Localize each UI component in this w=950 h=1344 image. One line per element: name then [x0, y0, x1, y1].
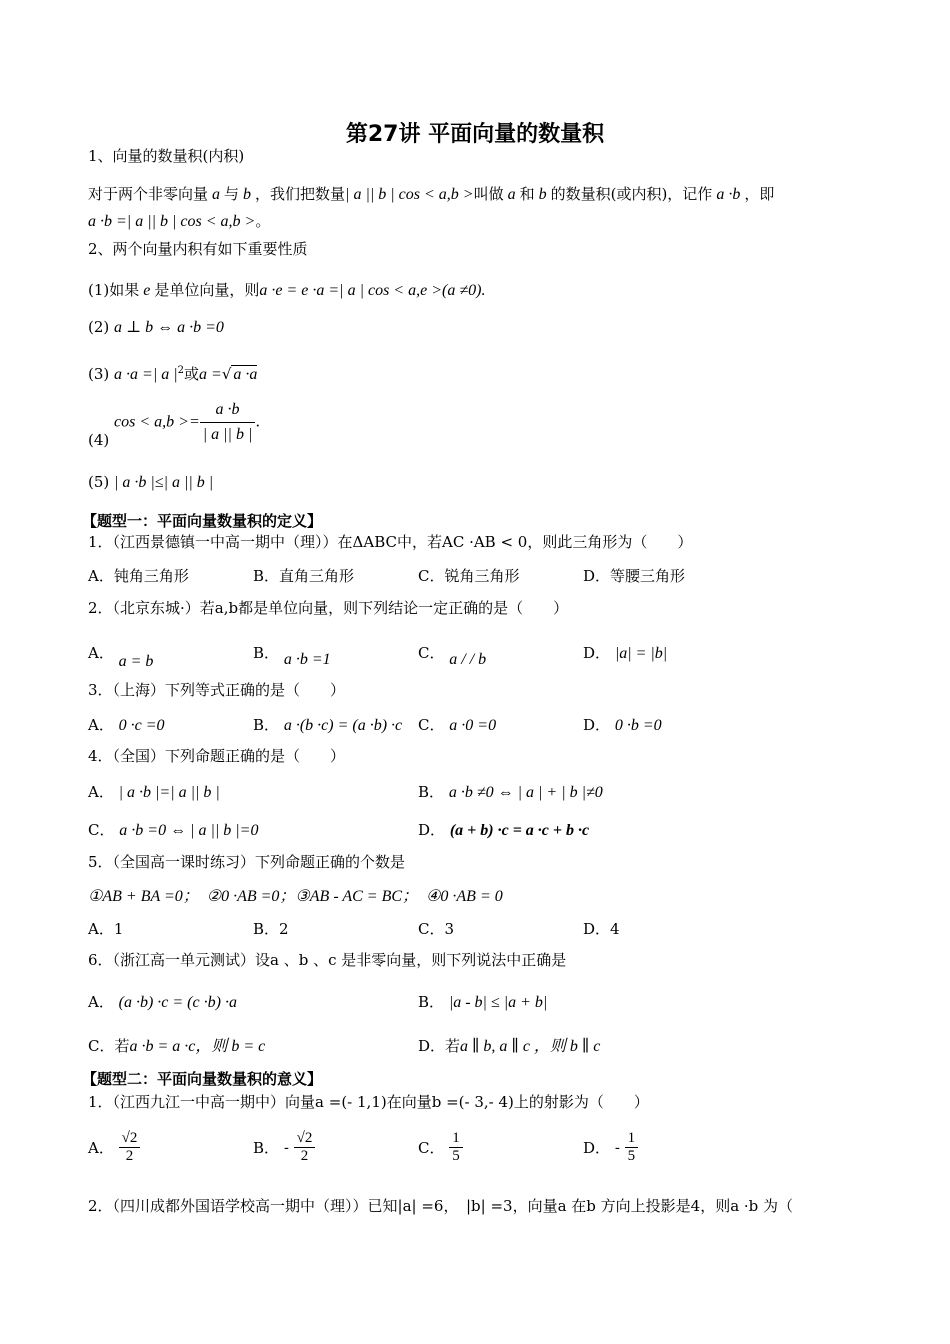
t1-q5-option-b: B．2 — [253, 920, 289, 938]
t1-question-3: 3．（上海）下列等式正确的是（ ） — [88, 681, 346, 699]
t1-question-5: 5．（全国高一课时练习）下列命题正确的个数是 — [88, 853, 406, 871]
definition-line-1: 对于两个非零向量 a 与 b ，我们把数量| a || b | cos < a,b >叫做 a 和 b 的数量积(或内积)，记作 a ·b ，即 — [88, 185, 775, 203]
t1-q4-option-c: C． a ·b =0 ⇔ | a || b |=0 — [88, 821, 259, 839]
t2-q1-option-a: A． $\frac{√2}{2}$ — [88, 1130, 140, 1165]
t1-question-2: 2．（北京东城·）若a,b都是单位向量，则下列结论一定正确的是（ ） — [88, 599, 569, 617]
theory-heading-1: 1、向量的数量积(内积) — [88, 147, 245, 165]
t1-question-6: 6．（浙江高一单元测试）设a 、b 、c 是非零向量，则下列说法中正确是 — [88, 951, 567, 969]
t1-q2-option-b: B． a ·b =1 — [253, 644, 331, 668]
t1-q1-option-a: A．钝角三角形 — [88, 567, 189, 585]
property-3: (3) a ·a =| a $|^2$或a =√ a ·a — [88, 365, 258, 383]
t1-q1-option-d: D．等腰三角形 — [583, 567, 686, 585]
t1-q1-option-c: C．锐角三角形 — [418, 567, 520, 585]
section-heading-type2: 【题型二：平面向量数量积的意义】 — [82, 1070, 323, 1088]
property-2: (2) a ⊥ b ⇔ a ·b =0 — [88, 318, 224, 336]
t1-question-1: 1．（江西景德镇一中高一期中（理））在ΔABC中，若AC ·AB < 0，则此三角形为（ ） — [88, 533, 693, 551]
property-5: (5) | a ·b |≤| a || b | — [88, 473, 214, 491]
t2-question-1: 1．（江西九江一中高一期中）向量a =(- 1,1)在向量b =(- 3,- 4)上的射影为（ ） — [88, 1093, 649, 1111]
t1-q6-option-b: B． |a - b| ≤ |a + b| — [418, 993, 548, 1011]
property-4: (4) cos < a,b >= $\frac{a \cdot b}{| a || b |}$ . — [88, 398, 260, 447]
t1-q1-option-b: B．直角三角形 — [253, 567, 355, 585]
t1-q4-option-b: B． a ·b ≠0 ⇔ | a | + | b |≠0 — [418, 783, 603, 801]
property-1: (1)如果 e 是单位向量，则a ·e = e ·a =| a | cos < a,e >(a ≠0). — [88, 281, 486, 299]
section-heading-type1: 【题型一：平面向量数量积的定义】 — [82, 512, 323, 530]
t1-q6-option-d: D．若a ∥ b, a ∥ c ，则 b ∥ c — [418, 1037, 601, 1055]
t1-q2-option-a: A． a = b — [88, 644, 154, 670]
t2-q1-option-c: C． $\frac{1}{5}$ — [418, 1130, 463, 1165]
t1-q4-option-a: A． | a ·b |=| a || b | — [88, 783, 220, 801]
t2-question-2: 2．（四川成都外国语学校高一期中（理））已知|a| =6， |b| =3，向量a 在b 方向上投影是4，则a ·b 为（ — [88, 1197, 794, 1215]
t2-q1-option-d: D． - $\frac{1}{5}$ — [583, 1130, 638, 1165]
t1-q4-option-d: D． (a + b) ·c = a ·c + b ·c — [418, 821, 590, 839]
t1-q3-option-b: B． a ·(b ·c) = (a ·b) ·c — [253, 716, 403, 734]
t2-q1-option-b: B． - $\frac{√2}{2}$ — [253, 1130, 315, 1165]
t1-q6-option-a: A． (a ·b) ·c = (c ·b) ·a — [88, 993, 237, 1011]
t1-q5-statements: ①AB + BA =0； ②0 ·AB =0；③AB - AC = BC； ④0 ·AB = 0 — [88, 888, 503, 905]
t1-q3-option-a: A． 0 ·c =0 — [88, 716, 165, 734]
definition-line-2: a ·b =| a || b | cos < a,b >。 — [88, 212, 271, 230]
t1-q5-option-d: D．4 — [583, 920, 620, 938]
t1-q2-option-c: C． a / / b — [418, 644, 487, 668]
t1-question-4: 4．（全国）下列命题正确的是（ ） — [88, 747, 346, 765]
page-title: 第27讲 平面向量的数量积 — [345, 122, 605, 147]
t1-q5-option-c: C．3 — [418, 920, 455, 938]
theory-heading-2: 2、两个向量内积有如下重要性质 — [88, 240, 308, 258]
t1-q3-option-c: C． a ·0 =0 — [418, 716, 497, 734]
t1-q5-option-a: A．1 — [88, 920, 124, 938]
t1-q6-option-c: C．若a ·b = a ·c，则 b = c — [88, 1037, 266, 1055]
t1-q3-option-d: D． 0 ·b =0 — [583, 716, 662, 734]
t1-q2-option-d: D． |a| = |b| — [583, 644, 668, 662]
